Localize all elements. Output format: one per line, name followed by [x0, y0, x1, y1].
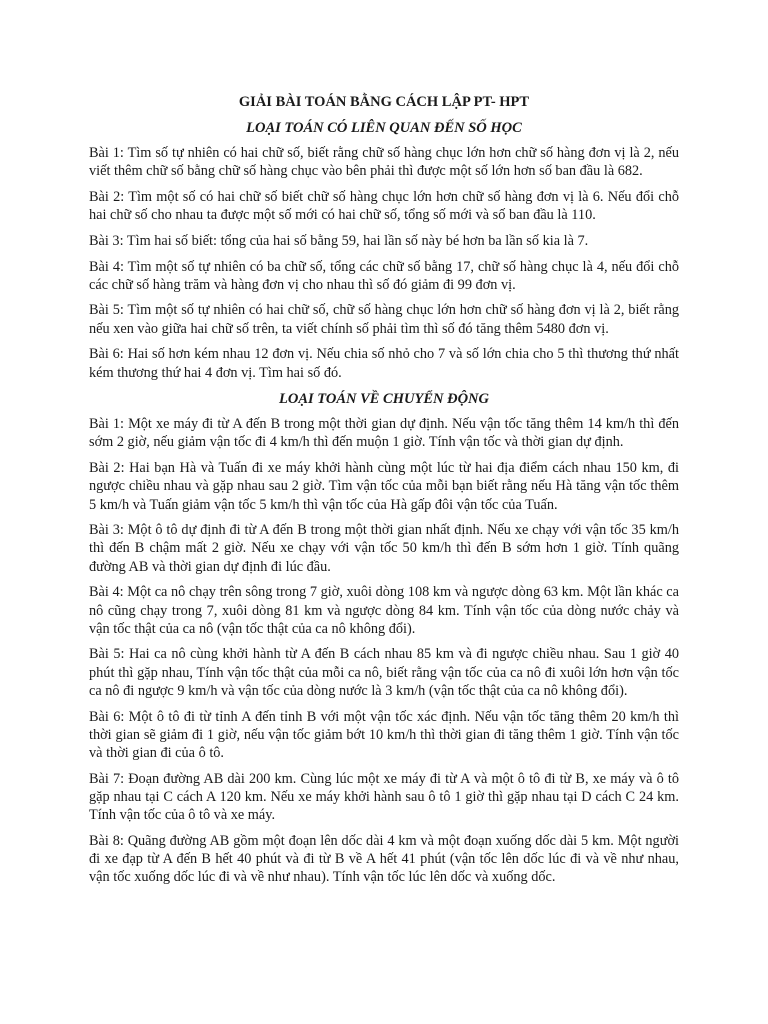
problem-item: Bài 6: Hai số hơn kém nhau 12 đơn vị. Nếu chia số nhỏ cho 7 và số lớn chia cho 5 thì thương thứ nhất kém thương thứ hai 4 đơn vị. Tìm hai số đó. — [89, 346, 679, 381]
section-heading: LOẠI TOÁN CÓ LIÊN QUAN ĐẾN SỐ HỌC — [246, 120, 522, 136]
problem-item: Bài 8: Quãng đường AB gồm một đoạn lên dốc dài 4 km và một đoạn xuống dốc dài 5 km. Một người đi xe đạp từ A đến B hết 40 phút và đi từ B về A hết 41 phút (vận tốc lên dốc lúc đi và về như nhau, vận tốc xuống dốc lúc đi và về như nhau). Tính vận tốc lúc lên dốc và xuống dốc. — [89, 832, 679, 886]
problem-item: Bài 6: Một ô tô đi từ tỉnh A đến tỉnh B với một vận tốc xác định. Nếu vận tốc tăng thêm 20 km/h thì thời gian sẽ giảm đi 1 giờ, nếu vận tốc giảm bớt 10 km/h thì thời gian đi tăng thêm 1 giờ. Tính vận tốc và thời gian đi của ô tô. — [89, 708, 679, 761]
problem-item: Bài 2: Hai bạn Hà và Tuấn đi xe máy khởi hành cùng một lúc từ hai địa điểm cách nhau 150 km, đi ngược chiều nhau và gặp nhau sau 2 giờ. Tìm vận tốc của mỗi bạn biết rằng nếu Hà tăng vận tốc thêm 5 km/h và Tuấn giảm vận tốc 5 km/h thì vận tốc của Hà gấp đôi vận tốc của Tuấn. — [89, 460, 679, 513]
problem-item: Bài 4: Tìm một số tự nhiên có ba chữ số, tổng các chữ số bằng 17, chữ số hàng chục là 4, nếu đổi chỗ các chữ số hàng trăm và hàng đơn vị cho nhau thì số đó giảm đi 99 đơn vị. — [89, 258, 679, 293]
document-title: GIẢI BÀI TOÁN BẰNG CÁCH LẬP PT- HPT — [238, 94, 530, 110]
problem-item: Bài 1: Một xe máy đi từ A đến B trong một thời gian dự định. Nếu vận tốc tăng thêm 14 km/h thì đến sớm 2 giờ, nếu giảm vận tốc đi 4 km/h thì đến muộn 1 giờ. Tính vận tốc và thời gian dự định. — [89, 416, 679, 451]
problem-item: Bài 3: Tìm hai số biết: tổng của hai số bằng 59, hai lần số này bé hơn ba lần số kia là 7. — [89, 232, 589, 249]
problem-item: Bài 7: Đoạn đường AB dài 200 km. Cùng lúc một xe máy đi từ A và một ô tô đi từ B, xe máy và ô tô gặp nhau tại C cách A 120 km. Nếu xe máy khởi hành sau ô tô 1 giờ thì gặp nhau tại D cách C 24 km. Tính vận tốc của ô tô và xe máy. — [89, 770, 679, 824]
problem-item: Bài 5: Hai ca nô cùng khởi hành từ A đến B cách nhau 85 km và đi ngược chiều nhau. Sau 1 giờ 40 phút thì gặp nhau, Tính vận tốc thật của mỗi ca nô, biết rằng vận tốc của ca nô đi xuôi lớn hơn vận tốc ca nô đi ngược 9 km/h và vận tốc của dòng nước là 3 km/h (vận tốc thật của ca nô không đổi). — [89, 646, 679, 699]
problem-item: Bài 3: Một ô tô dự định đi từ A đến B trong một thời gian nhất định. Nếu xe chạy với vận tốc 35 km/h thì đến B chậm mất 2 giờ. Nếu xe chạy với vận tốc 50 km/h thì đến B sớm hơn 1 giờ. Tính quãng đường AB và thời gian dự định đi lúc đầu. — [89, 522, 679, 575]
problem-item: Bài 5: Tìm một số tự nhiên có hai chữ số, chữ số hàng chục lớn hơn chữ số hàng đơn vị là 2, biết rằng nếu xen vào giữa hai chữ số trên, ta viết chính số phải tìm thì số đó tăng thêm 5480 đơn vị. — [89, 302, 679, 337]
section-heading: LOẠI TOÁN VỀ CHUYỂN ĐỘNG — [278, 391, 489, 408]
section-number-problems — [89, 118, 679, 382]
problem-item: Bài 1: Tìm số tự nhiên có hai chữ số, biết rằng chữ số hàng chục lớn hơn chữ số hàng đơn vị là 2, nếu viết thêm chữ số bằng chữ số hàng chục vào bên phải thì được một số lớn hơn số ban đầu là 682. — [89, 145, 679, 180]
section-motion-problems — [89, 389, 679, 886]
document-page — [89, 88, 679, 894]
problem-item: Bài 4: Một ca nô chạy trên sông trong 7 giờ, xuôi dòng 108 km và ngược dòng 63 km. Một lần khác ca nô cũng chạy trong 7, xuôi dòng 81 km và ngược dòng 84 km. Tính vận tốc của dòng nước chảy và vận tốc thật của ca nô (vận tốc thật của ca nô không đổi). — [89, 584, 679, 637]
problem-item: Bài 2: Tìm một số có hai chữ số biết chữ số hàng chục lớn hơn chữ số hàng đơn vị là 6. Nếu đổi chỗ hai chữ số cho nhau ta được một số mới có hai chữ số, tổng số mới và số ban đầu là 110. — [89, 188, 679, 224]
